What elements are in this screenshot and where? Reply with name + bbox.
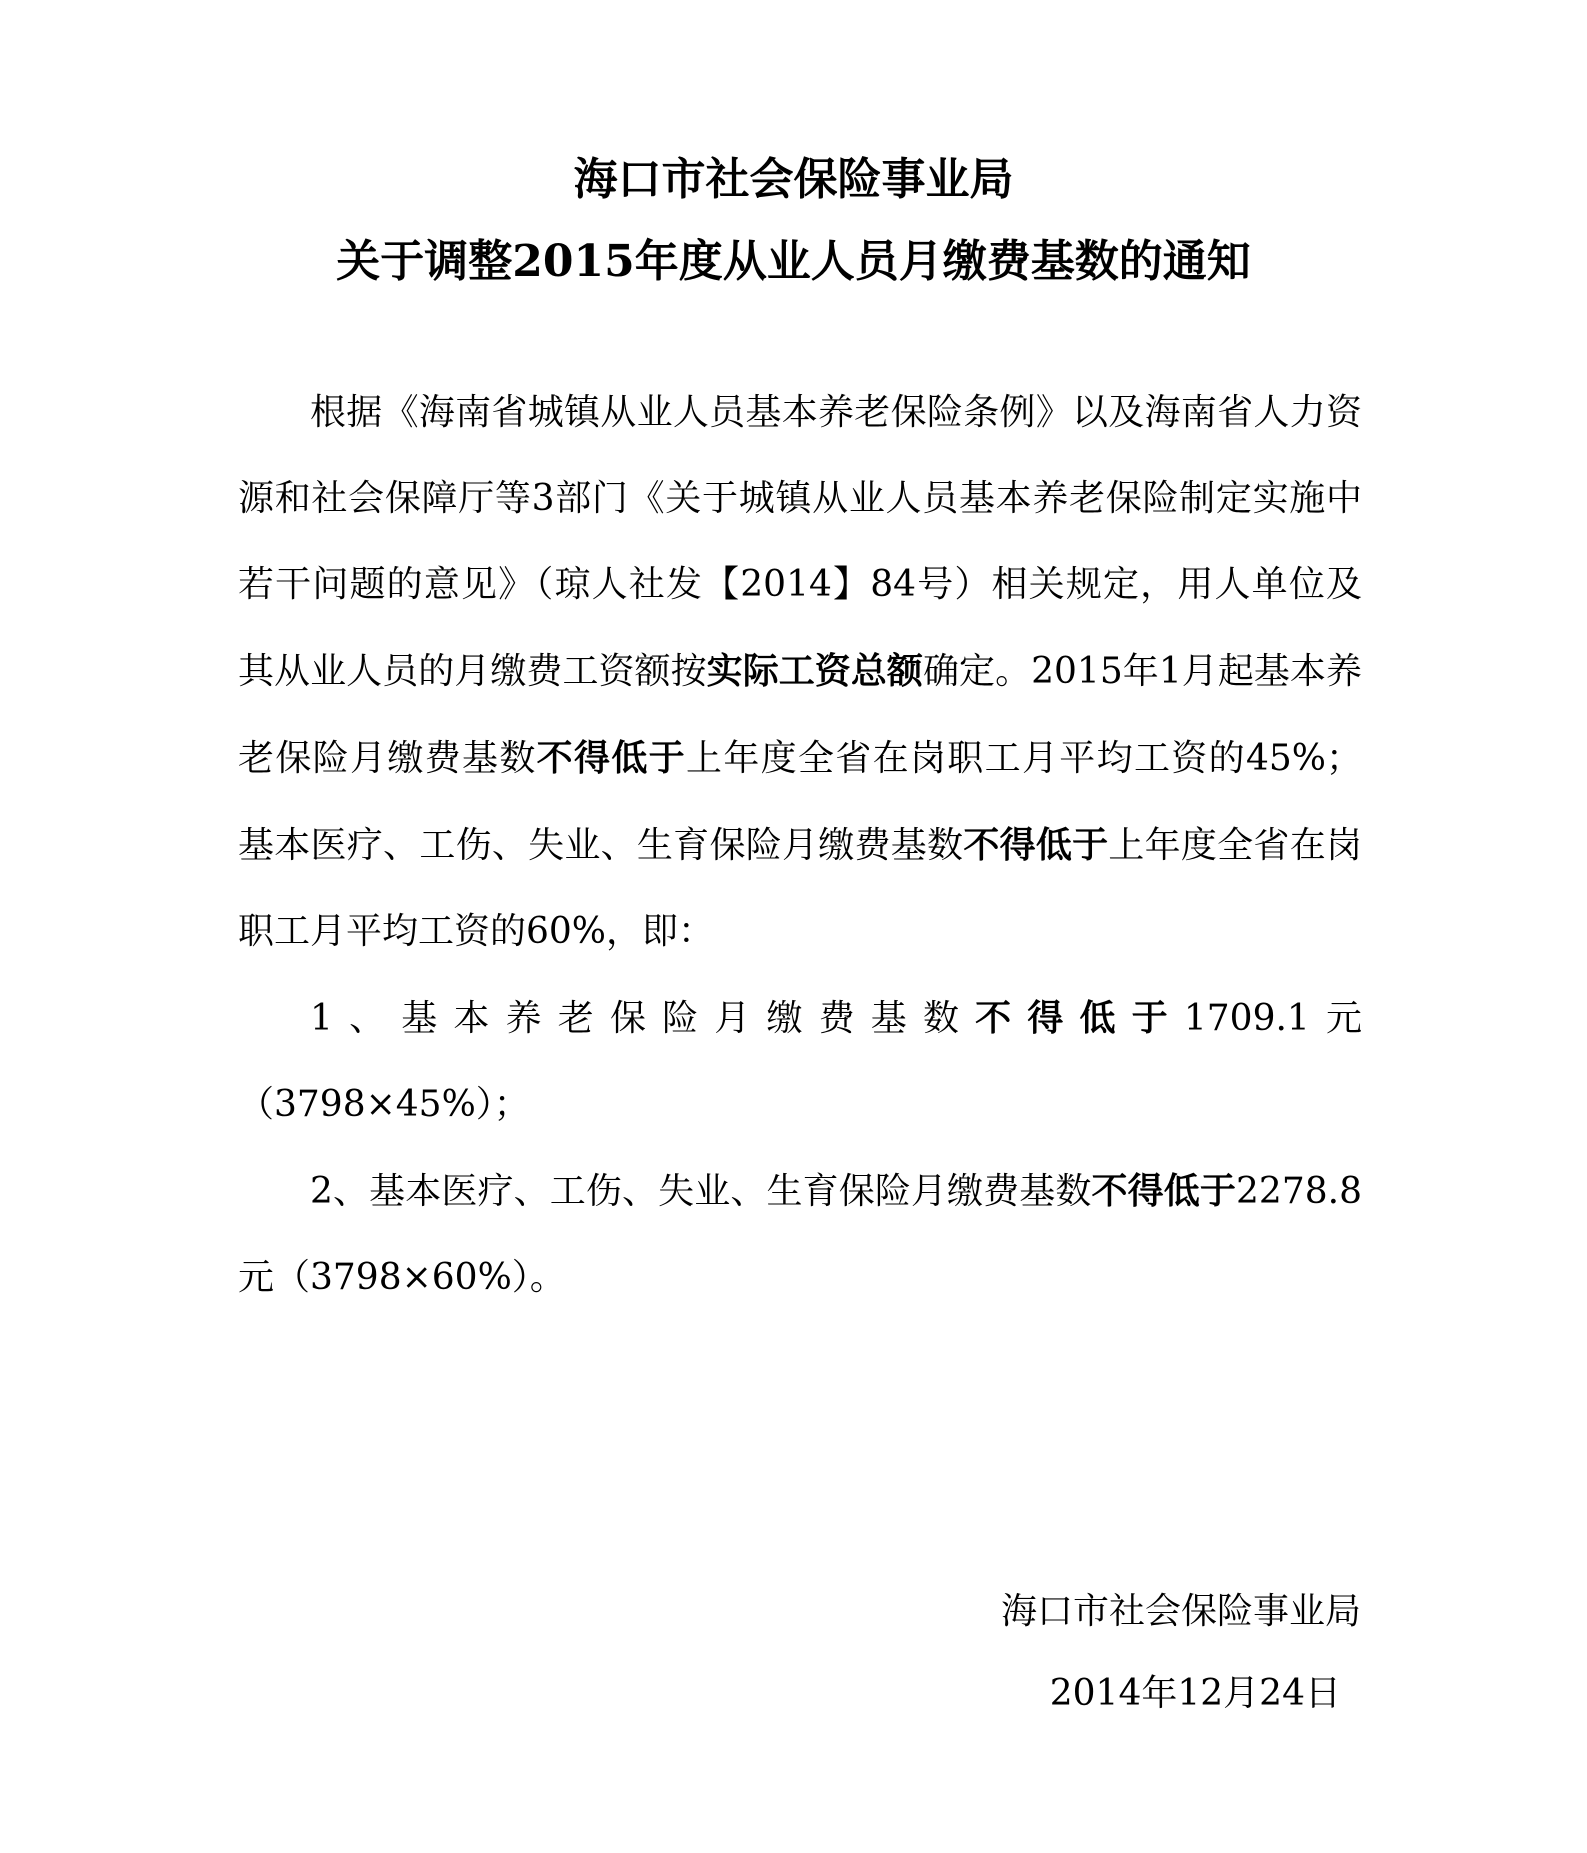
document-title-line1: 海口市社会保险事业局 <box>573 154 1014 205</box>
paragraph-main-text-c: 确定。2015年1月起基本养老保险月缴费基数 <box>238 651 1362 779</box>
document-body <box>238 370 1362 1321</box>
paragraph-main-text-a: 根据《海南省城镇从业人员基本养老保险条例》以及海南省人力资源和社会保障厅等3部门《关于城镇从业人员基本养老保险制定实施中若干问题的意见》（琼人社发【2014】84号）相关规定，用人单位及其从业人员的月缴费工资额按 <box>238 392 1362 692</box>
list-item-pension-text-c: 1709.1元（3798×45%）； <box>238 998 1362 1125</box>
emphasis-actual-wage-total: 实际工资总额 <box>706 650 923 692</box>
document-title-line2: 关于调整2015年度从业人员月缴费基数的通知 <box>336 236 1251 287</box>
paragraph-main-text-e: 上年度全省在岗职工月平均工资的45%；基本医疗、工伤、失业、生育保险月缴费基数 <box>238 738 1362 866</box>
paragraph-main <box>238 370 1362 975</box>
list-item-pension <box>238 975 1362 1148</box>
emphasis-not-lower-than-2: 不得低于 <box>963 824 1109 866</box>
issue-date: 2014年12月24日 <box>1049 1673 1341 1714</box>
list-item-medical-text-c: 2278.8元（3798×60%）。 <box>238 1171 1362 1298</box>
emphasis-not-lower-than-1: 不得低于 <box>536 737 686 779</box>
paragraph-main-text-g: 上年度全省在岗职工月平均工资的60%，即： <box>238 825 1362 952</box>
list-item-medical-text-a: 2、基本医疗、工伤、失业、生育保险月缴费基数 <box>310 1171 1092 1212</box>
emphasis-medical-not-lower-than: 不得低于 <box>1091 1170 1237 1212</box>
issuer-signature: 海口市社会保险事业局 <box>1000 1591 1361 1632</box>
list-item-pension-text-a: 1、基本养老保险月缴费基数 <box>310 998 976 1039</box>
emphasis-pension-not-lower-than: 不得低于 <box>975 997 1184 1039</box>
list-item-medical <box>238 1148 1362 1321</box>
